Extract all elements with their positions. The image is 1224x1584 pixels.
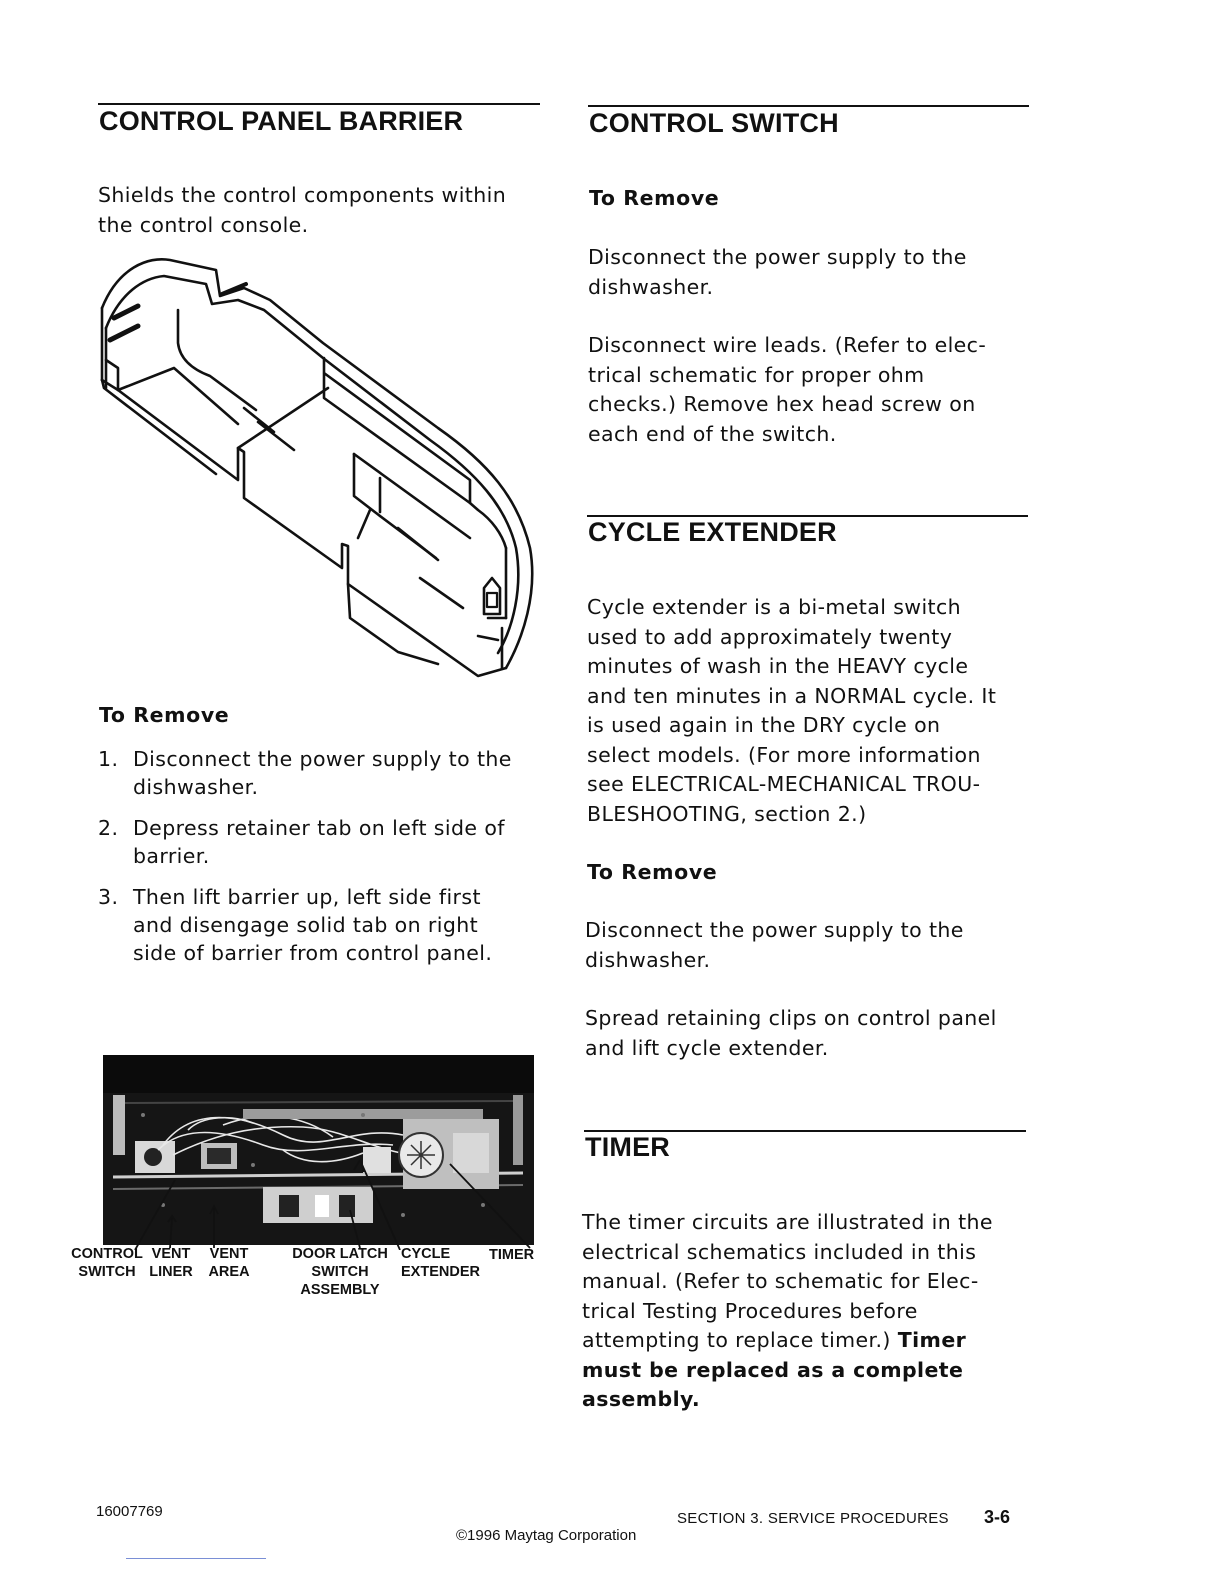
barrier-step-1: [98, 745, 548, 801]
para-line: dishwasher.: [588, 274, 714, 299]
step-line: side of barrier from control panel.: [133, 941, 493, 965]
cycle-extender-para-2: [585, 916, 1025, 975]
label-line: EXTENDER: [401, 1264, 480, 1280]
para-line: manual. (Refer to schematic for Elec-: [582, 1269, 979, 1293]
step-text: [133, 745, 512, 801]
photo-label-control-switch: [62, 1245, 152, 1281]
step-number: 1.: [98, 747, 119, 771]
para-line: Disconnect the power supply to the: [585, 918, 964, 942]
label-line: DOOR LATCH: [292, 1246, 388, 1262]
heading-rule-control-panel-barrier: [98, 103, 540, 105]
control-switch-to-remove-heading: To Remove: [589, 186, 720, 210]
step-line: Then lift barrier up, left side first: [133, 885, 481, 909]
photo-label-door-latch-switch-assembly: [285, 1245, 395, 1299]
photo-label-timer: TIMER: [489, 1247, 535, 1263]
photo-label-cycle-extender: [401, 1245, 480, 1281]
para-emphasis: must be replaced as a complete: [582, 1357, 964, 1382]
footer-section: SECTION 3. SERVICE PROCEDURES: [677, 1510, 949, 1527]
barrier-illustration: [98, 248, 543, 688]
para-line: Cycle extender is a bi-metal switch: [587, 595, 962, 619]
heading-cycle-extender: CYCLE EXTENDER: [588, 517, 837, 547]
label-line: LINER: [149, 1264, 193, 1280]
para-line: Disconnect the power supply to the: [588, 245, 967, 269]
para-emphasis: Timer: [897, 1328, 967, 1352]
label-line: SWITCH: [78, 1264, 136, 1280]
step-line: and disengage solid tab on right: [133, 913, 479, 937]
barrier-intro-line: the control console.: [98, 212, 309, 237]
cycle-extender-to-remove-heading: To Remove: [587, 860, 718, 884]
step-number: 3.: [98, 885, 119, 909]
photo-leader-lines: [60, 1150, 550, 1250]
para-line: BLESHOOTING, section 2.): [587, 801, 867, 826]
label-line: CYCLE: [401, 1246, 451, 1262]
para-line: trical Testing Procedures before: [582, 1298, 918, 1323]
para-line: dishwasher.: [585, 947, 711, 972]
footer-copyright: ©1996 Maytag Corporation: [456, 1527, 637, 1544]
para-line: see ELECTRICAL-MECHANICAL TROU-: [587, 772, 981, 796]
step-number: 2.: [98, 816, 119, 840]
para-line: electrical schematics included in this: [582, 1239, 977, 1264]
heading-control-switch: CONTROL SWITCH: [589, 108, 839, 138]
para-line: each end of the switch.: [588, 421, 837, 446]
label-line: VENT: [151, 1246, 191, 1262]
para-line: and ten minutes in a NORMAL cycle. It: [587, 683, 997, 708]
barrier-step-3: [98, 883, 548, 967]
step-line: Disconnect the power supply to the: [133, 747, 512, 771]
para-line: is used again in the DRY cycle on: [587, 713, 941, 737]
para-line: minutes of wash in the HEAVY cycle: [587, 654, 969, 678]
label-line: ASSEMBLY: [300, 1282, 380, 1298]
timer-para: [582, 1208, 1032, 1415]
para-line: and lift cycle extender.: [585, 1035, 829, 1060]
photo-label-vent-area: [204, 1245, 254, 1281]
label-line: CONTROL: [71, 1246, 143, 1262]
para-line: Spread retaining clips on control panel: [585, 1006, 997, 1030]
para-line: Disconnect wire leads. (Refer to elec-: [588, 333, 987, 357]
control-switch-para-2: [588, 331, 1028, 449]
control-switch-para-1: [588, 243, 1028, 302]
para-text: attempting to replace timer.): [582, 1328, 891, 1352]
step-text: [133, 883, 492, 967]
label-line: AREA: [208, 1264, 250, 1280]
label-line: SWITCH: [311, 1264, 369, 1280]
step-line: Depress retainer tab on left side of: [133, 816, 505, 840]
step-line: barrier.: [133, 844, 210, 868]
para-emphasis: assembly.: [582, 1387, 701, 1411]
footer-blue-rule: [126, 1558, 266, 1559]
heading-timer: TIMER: [585, 1132, 670, 1162]
para-line: The timer circuits are illustrated in the: [582, 1210, 993, 1234]
heading-control-panel-barrier: CONTROL PANEL BARRIER: [99, 106, 464, 136]
barrier-to-remove-heading: To Remove: [99, 703, 230, 727]
para-line: select models. (For more information: [587, 742, 981, 767]
para-line: checks.) Remove hex head screw on: [588, 392, 976, 416]
barrier-intro-line: Shields the control components within: [98, 183, 507, 207]
para-line: used to add approximately twenty: [587, 624, 953, 649]
step-text: [133, 814, 505, 870]
footer-page-number: 3-6: [984, 1507, 1011, 1527]
photo-label-vent-liner: [146, 1245, 196, 1281]
heading-rule-control-switch: [588, 105, 1029, 107]
barrier-step-2: [98, 814, 548, 870]
cycle-extender-para-3: [585, 1004, 1030, 1063]
step-line: dishwasher.: [133, 775, 259, 799]
barrier-intro: [98, 181, 548, 240]
label-line: VENT: [209, 1246, 249, 1262]
para-line: trical schematic for proper ohm: [588, 362, 925, 387]
footer-doc-number: 16007769: [96, 1503, 163, 1520]
cycle-extender-para-1: [587, 593, 1032, 829]
para-line-mixed: [582, 1326, 1032, 1356]
